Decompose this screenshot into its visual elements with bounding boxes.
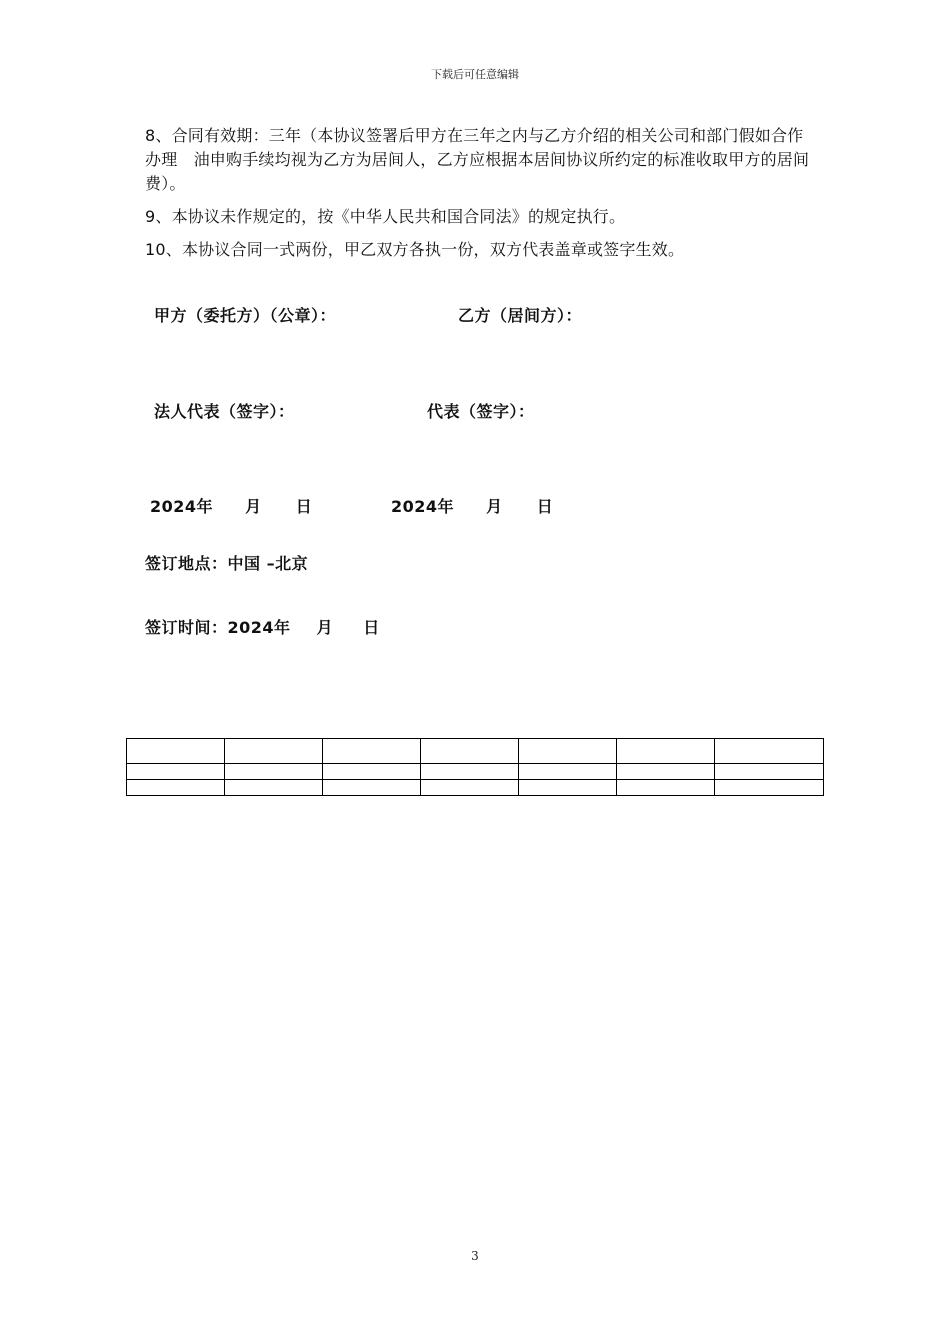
table-cell (715, 764, 824, 780)
table-cell (519, 780, 617, 796)
table-cell (421, 739, 519, 764)
date-a (150, 494, 312, 517)
table-cell (323, 764, 421, 780)
table-cell (519, 764, 617, 780)
blank-table (126, 738, 824, 796)
table-cell (225, 780, 323, 796)
table-row (127, 764, 824, 780)
date-b (391, 494, 553, 517)
table-cell (127, 739, 225, 764)
party-b-label: 乙方（居间方）： (458, 306, 583, 325)
clause-9: 9、本协议未作规定的，按《中华人民共和国合同法》的规定执行。 (145, 207, 626, 226)
table-cell (225, 764, 323, 780)
date-b-day: 日 (536, 497, 554, 516)
date-a-day: 日 (295, 497, 313, 516)
table-row (127, 780, 824, 796)
table-row (127, 739, 824, 764)
clause-10: 10、本协议合同一式两份，甲乙双方各执一份，双方代表盖章或签字生效。 (145, 240, 685, 259)
signing-time-day: 日 (363, 618, 380, 637)
legal-rep-label: 法人代表（签字）： (154, 402, 295, 421)
signing-place: 签订地点：中国 –北京 (145, 554, 309, 573)
table-cell (519, 739, 617, 764)
date-b-month: 月 (486, 497, 503, 516)
table-cell (617, 780, 715, 796)
page-header: 下载后可任意编辑 (431, 68, 519, 81)
signing-time-month: 月 (316, 618, 334, 637)
clause-8: 8、合同有效期：三年（本协议签署后甲方在三年之内与乙方介绍的相关公司和部门假如合作办理 油申购手续均视为乙方为居间人，乙方应根据本居间协议所约定的标准收取甲方的居间费）。 (145, 126, 810, 193)
date-b-year: 2024年 (391, 497, 455, 516)
table-cell (323, 780, 421, 796)
table-cell (323, 739, 421, 764)
table-cell (421, 780, 519, 796)
signing-time-label: 签订时间：2024年 (145, 618, 291, 637)
date-a-month: 月 (245, 497, 262, 516)
rep-label: 代表（签字）： (427, 402, 535, 421)
table-cell (127, 780, 225, 796)
date-a-year: 2024年 (150, 497, 214, 516)
table-cell (715, 739, 824, 764)
table-cell (225, 739, 323, 764)
page-number: 3 (471, 1249, 479, 1263)
signing-time (145, 615, 380, 638)
table-cell (127, 764, 225, 780)
party-a-label: 甲方（委托方）（公章）： (154, 306, 337, 325)
table-cell (617, 739, 715, 764)
table-cell (715, 780, 824, 796)
table-cell (421, 764, 519, 780)
table-cell (617, 764, 715, 780)
